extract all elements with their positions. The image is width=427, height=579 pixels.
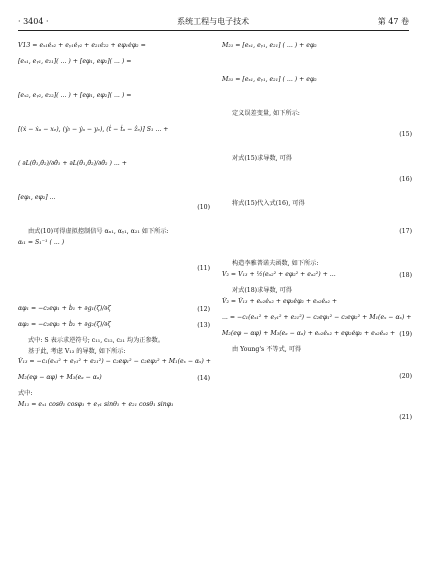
equation-number: (13) xyxy=(197,321,210,329)
paragraph: 由 Young's 不等式, 可得 xyxy=(232,345,302,353)
journal-title: 系统工程与电子技术 xyxy=(177,16,250,26)
equation: αφ₂ = −c₂eφ₂ + ḃ₂ + ∂g₂(ζ)/∂ζ (13) xyxy=(18,320,210,329)
volume-label: 第 47 卷 xyxy=(377,16,409,26)
equation: αᵢ₁ = S₁⁻¹ ( ... ) (11) xyxy=(18,238,210,272)
equation: V13 = eₓ₁ėₓ₂ + eᵧ₁ėᵧ₂ + e₂₁ė₂₂ + eφ₁ėφ₂ = xyxy=(18,42,146,49)
equation: αφ₁ = −c₂eφ₁ + ḃ₁ + ∂g₁(ζ)/∂ζ (12) xyxy=(18,304,210,313)
equation xyxy=(222,210,412,254)
page-header xyxy=(18,14,409,28)
equation: M₂(eφ − αφ) + M₃(eₐ − αₐ) + eᵤ₂ėᵤ₂ + eφ₂ėφ₂ + eₐ₂ėₐ₂ + (19) xyxy=(222,329,412,338)
equation: V̇₂ = V̇₁₃ + eᵤ₂ėᵤ₂ + eφ₂ėφ₂ + eₐ₂ėₐ₂ + xyxy=(222,297,338,305)
equation-number: (16) xyxy=(399,175,412,183)
paragraph: 对式(15)求导数, 可得 xyxy=(232,154,292,162)
paragraph: 定义误差变量, 如下所示: xyxy=(232,110,300,117)
equation: [eₓ₂, eᵧ₂, e₂₂]( ... ) + [eφ₁, eφ₂]( ... ) = xyxy=(18,92,132,99)
equation xyxy=(222,403,412,433)
paragraph: 对式(18)求导数, 可得 xyxy=(232,287,292,294)
paragraph: 式中: xyxy=(18,390,33,398)
equation: [(ẋ − ẋₐ − xₑ), (ẏₗ − ẏₐ − yₑ), (ṫ − ṫₐ − ẑₑ)] S₁ ... + xyxy=(18,126,169,133)
paragraph: 将式(15)代入式(16), 可得 xyxy=(232,199,305,207)
equation-number: (18) xyxy=(399,272,412,280)
left-column xyxy=(18,40,210,417)
equation: ( ∂L(θ̂₁,θ̂₂)/∂θ̂₁ + ∂L(θ̂₁,θ̂₂)/∂θ̂₂ ) ... + xyxy=(18,160,127,167)
equation xyxy=(222,166,412,194)
equation xyxy=(222,121,412,149)
equation-number: (12) xyxy=(197,305,210,313)
equation-number: (10) xyxy=(197,204,210,212)
equation: ... = −c₁(eₓ₁² + eᵧ₁² + e₂₁²) − c₂eφ₁² − c₂eφ₂² + M₁(eₓ − αₓ) + xyxy=(222,313,412,321)
equation-number: (20) xyxy=(399,372,412,380)
equation xyxy=(222,357,412,397)
equation-number: (11) xyxy=(197,264,210,272)
equation-number: (19) xyxy=(399,330,412,338)
equation: V̇₁₃ = −c₁(eₓ₁² + eᵧ₁² + e₂₁²) − c₂eφ₁² − c₂eφ₂² + M₁(eₓ − αₓ) + xyxy=(18,358,211,366)
equation: M₂(eφ − αφ) + M₃(eₐ − αₐ) (14) xyxy=(18,374,210,383)
equation: V₂ = V₁₃ + ½(eᵤ₂² + eφ₂² + eₐ₂²) + ... (18) xyxy=(222,271,412,280)
right-column xyxy=(222,40,412,439)
equation: [eφ₁, eφ₂] ... (10) xyxy=(18,194,210,212)
paragraph: 基于此, 考虑 V₁₃ 的导数, 如下所示: xyxy=(28,347,126,355)
equation-number: (17) xyxy=(399,228,412,236)
page-number: · 3404 · xyxy=(18,16,49,26)
equation-number: (14) xyxy=(197,375,210,383)
equation: [eₓ₁, eᵧ₁, e₂₁]( ... ) + [eφ₁, eφ₂]( ... ) = xyxy=(18,58,132,65)
paragraph: 式中: S 表示求逆符号; c₁₁, c₁₂, c₂₁ 均为正参数。 xyxy=(28,336,165,344)
equation-number: (15) xyxy=(399,130,412,138)
equation: M₁₁ = eₓ₁ cosθ₁ cosφ₁ + eᵧ₁ sinθ₁ + e₂₁ cosθ₁ sinφ₁ xyxy=(18,401,174,408)
paragraph: 由式(10)可得虚拟控制信号 αₓ₁, αᵧ₁, α₂₁ 如下所示: xyxy=(28,228,169,235)
equation: M₃₁ = [eₓ₁, eᵧ₁, e₂₁] ( ... ) + eφ₂ xyxy=(222,76,317,83)
paragraph: 构造李雅普诺夫函数, 如下所示: xyxy=(232,260,319,268)
equation: M₂₁ = [eₓ₁, eᵧ₁, e₂₁] ( ... ) + eφ₂ xyxy=(222,42,317,49)
equation-number: (21) xyxy=(399,413,412,421)
header-rule xyxy=(18,30,409,31)
